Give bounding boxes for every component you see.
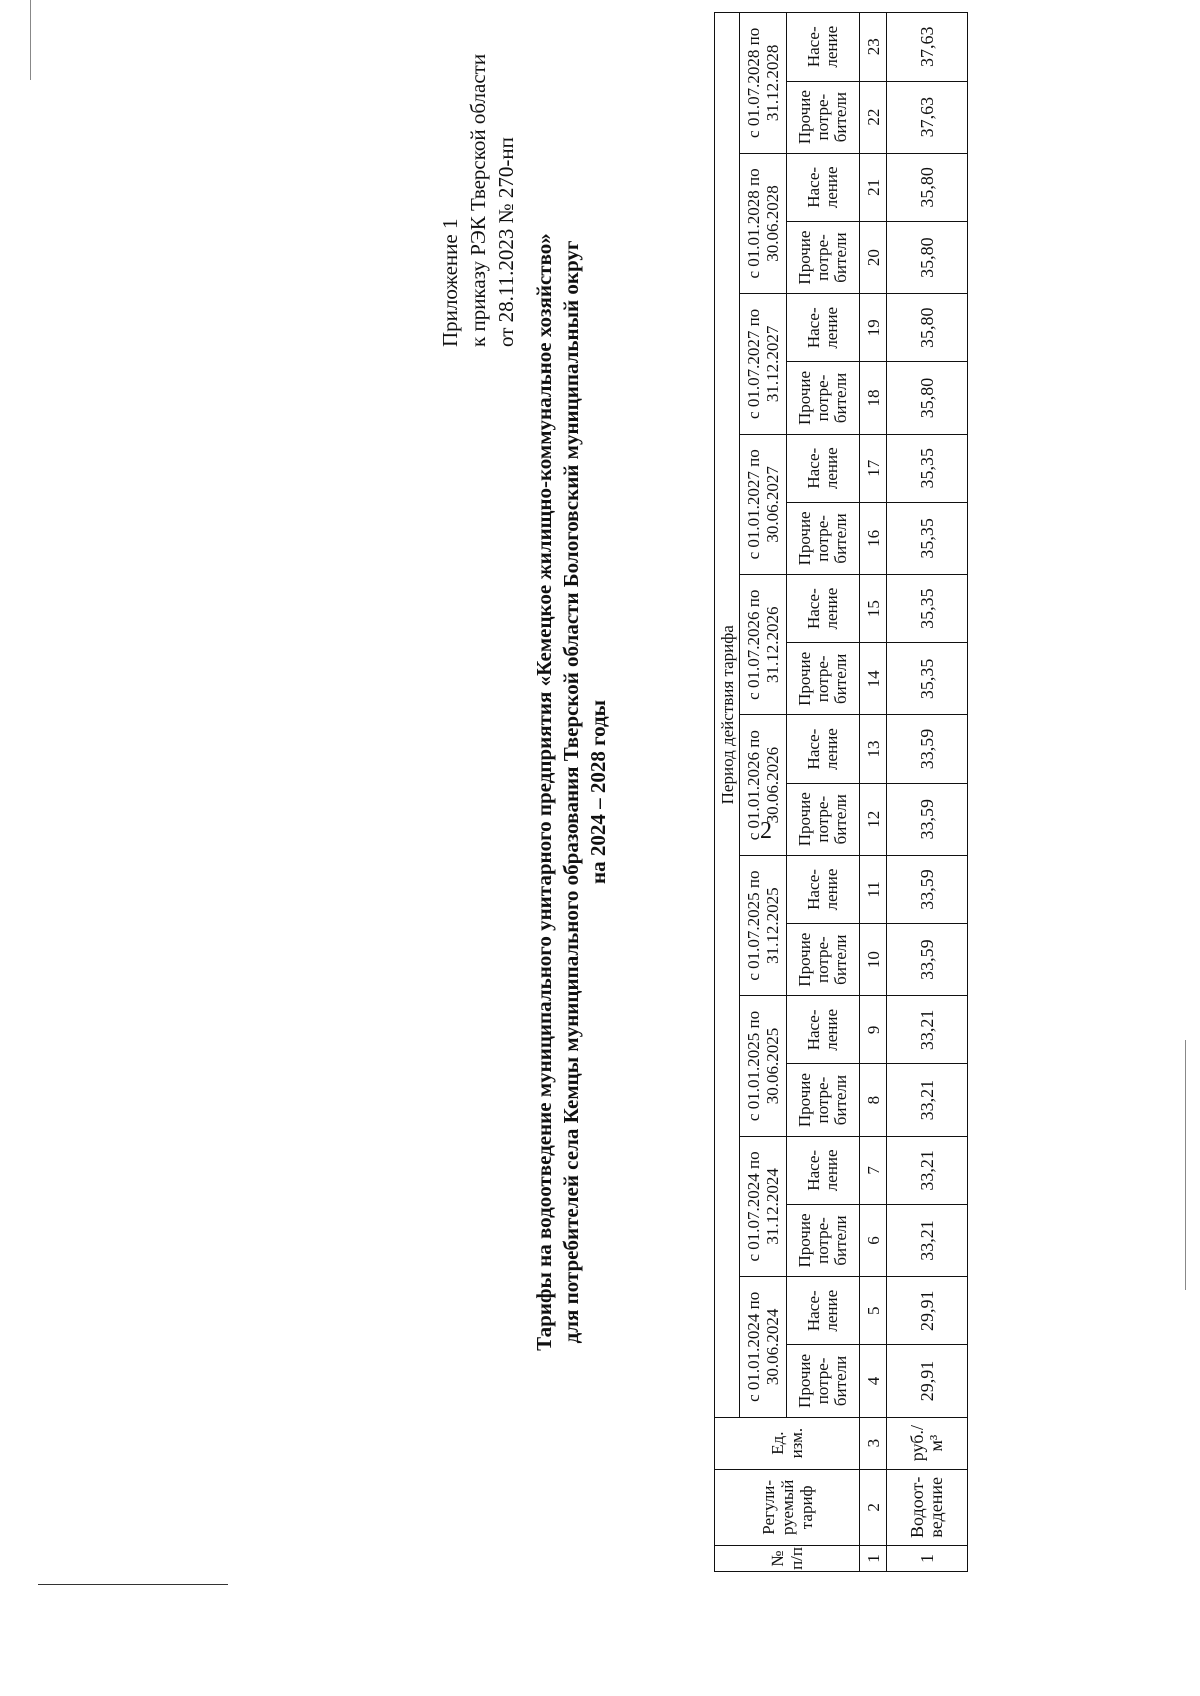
consumer-other-header: Прочие потре-бители — [787, 81, 860, 153]
column-index: 1 — [860, 1545, 887, 1571]
scan-mark-line — [1185, 1040, 1186, 1290]
tariff-value-cell: 35,35 — [887, 575, 968, 643]
column-index: 23 — [860, 13, 887, 82]
period-header: с 01.07.2027 по 31.12.2027 — [740, 294, 787, 434]
header-no: № п/п — [715, 1545, 860, 1571]
rotated-document-content — [346, 12, 1146, 1572]
period-header: с 01.07.2028 по 31.12.2028 — [740, 13, 787, 154]
scan-mark-line — [38, 1584, 228, 1585]
column-index: 6 — [860, 1204, 887, 1276]
tariff-value-cell: 35,80 — [887, 221, 968, 293]
consumer-population-header: Насе-ление — [787, 1136, 860, 1204]
column-index: 22 — [860, 81, 887, 153]
period-header: с 01.01.2025 по 30.06.2025 — [740, 996, 787, 1136]
tariff-value-cell: 33,21 — [887, 1064, 968, 1136]
title-line: для потребителей села Кемцы муниципального образования Тверской области Бологовский муниципальный округ — [559, 240, 583, 1344]
tariff-table-body — [715, 13, 968, 1572]
row-no: 1 — [887, 1545, 968, 1571]
column-index: 20 — [860, 221, 887, 293]
column-index: 14 — [860, 643, 887, 715]
period-header: с 01.01.2026 по 30.06.2026 — [740, 715, 787, 855]
period-header: с 01.07.2024 по 31.12.2024 — [740, 1136, 787, 1276]
column-index: 17 — [860, 434, 887, 502]
title-line: на 2024 – 2028 годы — [586, 699, 610, 885]
column-index: 4 — [860, 1345, 887, 1417]
period-header: с 01.07.2026 по 31.12.2026 — [740, 575, 787, 715]
table-header-row — [715, 13, 740, 1572]
tariff-value-cell: 33,59 — [887, 783, 968, 855]
appendix-line: Приложение 1 — [438, 218, 462, 347]
consumer-other-header: Прочие потре-бители — [787, 1204, 860, 1276]
appendix-note — [436, 7, 520, 347]
tariff-value-cell: 37,63 — [887, 13, 968, 82]
tariff-value-cell: 33,59 — [887, 715, 968, 783]
consumer-other-header: Прочие потре-бители — [787, 221, 860, 293]
column-index: 19 — [860, 294, 887, 362]
scan-mark-line — [30, 0, 31, 80]
column-index: 8 — [860, 1064, 887, 1136]
column-index: 18 — [860, 362, 887, 434]
tariff-value-cell: 33,59 — [887, 855, 968, 923]
tariff-value-cell: 37,63 — [887, 81, 968, 153]
column-index: 7 — [860, 1136, 887, 1204]
column-index: 11 — [860, 855, 887, 923]
tariff-value-cell: 35,80 — [887, 294, 968, 362]
consumer-other-header: Прочие потре-бители — [787, 1345, 860, 1417]
tariff-table — [714, 12, 968, 1572]
period-header: с 01.01.2028 по 30.06.2028 — [740, 153, 787, 293]
tariff-value-cell: 35,35 — [887, 434, 968, 502]
table-index-row — [860, 13, 887, 1572]
consumer-population-header: Насе-ление — [787, 153, 860, 221]
consumer-other-header: Прочие потре-бители — [787, 643, 860, 715]
column-index: 5 — [860, 1277, 887, 1345]
consumer-other-header: Прочие потре-бители — [787, 362, 860, 434]
tariff-value-cell: 33,21 — [887, 996, 968, 1064]
consumer-population-header: Насе-ление — [787, 575, 860, 643]
consumer-population-header: Насе-ление — [787, 13, 860, 82]
column-index: 15 — [860, 575, 887, 643]
tariff-value-cell: 33,21 — [887, 1204, 968, 1276]
column-index: 9 — [860, 996, 887, 1064]
tariff-value-cell: 29,91 — [887, 1345, 968, 1417]
column-index: 12 — [860, 783, 887, 855]
tariff-value-cell: 35,80 — [887, 153, 968, 221]
consumer-other-header: Прочие потре-бители — [787, 783, 860, 855]
period-header: с 01.01.2024 по 30.06.2024 — [740, 1277, 787, 1417]
consumer-population-header: Насе-ление — [787, 294, 860, 362]
column-index: 21 — [860, 153, 887, 221]
tariff-value-cell: 35,35 — [887, 643, 968, 715]
page-number: 2 — [760, 818, 772, 844]
header-tariff: Регули-руемый тариф — [715, 1469, 860, 1545]
row-unit: руб./м³ — [887, 1417, 968, 1469]
tariff-value-cell: 33,59 — [887, 924, 968, 996]
consumer-other-header: Прочие потре-бители — [787, 502, 860, 574]
column-index: 16 — [860, 502, 887, 574]
period-header: с 01.07.2025 по 31.12.2025 — [740, 855, 787, 995]
table-period-row — [740, 13, 787, 1572]
table-row — [887, 13, 968, 1572]
column-index: 3 — [860, 1417, 887, 1469]
tariff-value-cell: 35,35 — [887, 502, 968, 574]
tariff-value-cell: 33,21 — [887, 1136, 968, 1204]
period-header: с 01.01.2027 по 30.06.2027 — [740, 434, 787, 574]
consumer-population-header: Насе-ление — [787, 996, 860, 1064]
column-index: 2 — [860, 1469, 887, 1545]
consumer-other-header: Прочие потре-бители — [787, 1064, 860, 1136]
consumer-population-header: Насе-ление — [787, 434, 860, 502]
header-period-title: Период действия тарифа — [715, 13, 740, 1418]
title-line: Тарифы на водоотведение муниципального унитарного предприятия «Кемецкое жилищно-коммунальное хозяйство» — [532, 233, 556, 1351]
column-index: 10 — [860, 924, 887, 996]
tariff-value-cell: 35,80 — [887, 362, 968, 434]
table-consumer-row — [787, 13, 860, 1572]
consumer-other-header: Прочие потре-бители — [787, 924, 860, 996]
consumer-population-header: Насе-ление — [787, 1277, 860, 1345]
row-tariff: Водоот-ведение — [887, 1469, 968, 1545]
appendix-line: от 28.11.2023 № 270-нп — [494, 137, 518, 347]
consumer-population-header: Насе-ление — [787, 855, 860, 923]
column-index: 13 — [860, 715, 887, 783]
consumer-population-header: Насе-ление — [787, 715, 860, 783]
document-title — [531, 12, 612, 1572]
tariff-value-cell: 29,91 — [887, 1277, 968, 1345]
header-unit: Ед. изм. — [715, 1417, 860, 1469]
appendix-line: к приказу РЭК Тверской области — [466, 53, 490, 347]
